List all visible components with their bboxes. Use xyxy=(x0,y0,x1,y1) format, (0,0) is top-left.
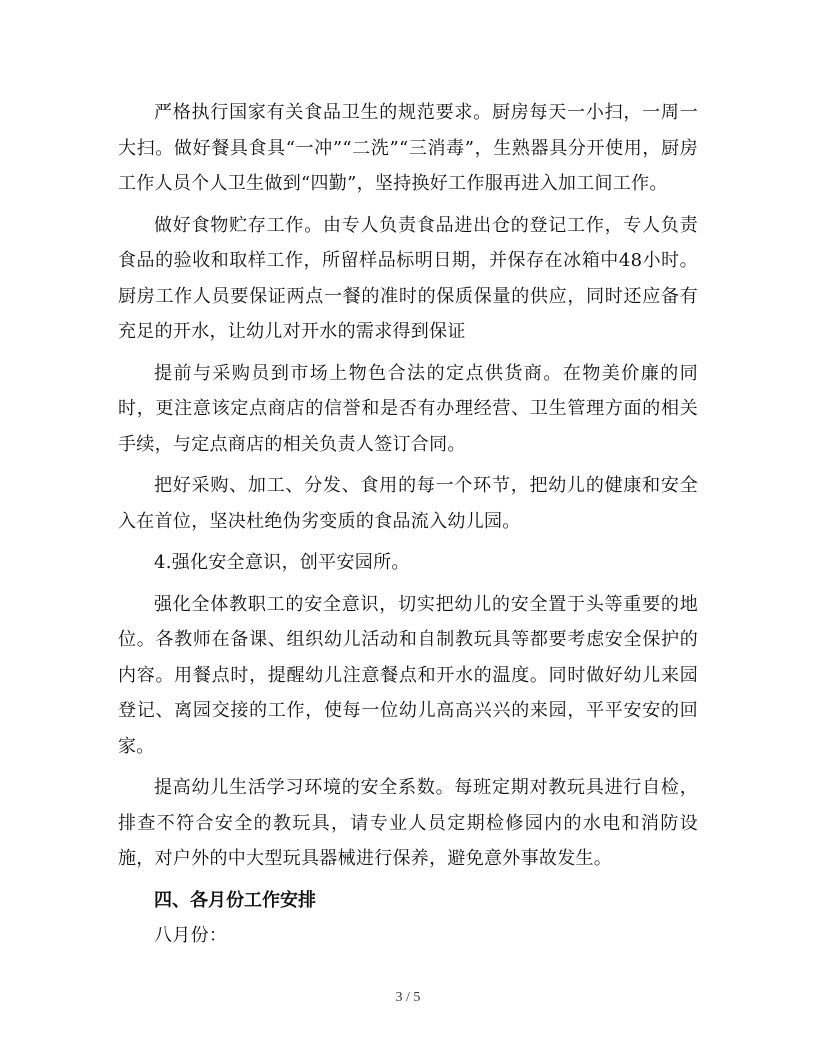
paragraph-food-storage: 做好食物贮存工作。由专人负责食品进出仓的登记工作，专人负责食品的验收和取样工作，所留样品标明日期，并保存在冰箱中48小时。厨房工作人员要保证两点一餐的准时的保质保量的供应，同时还应备有充足的开水，让幼儿对开水的需求得到保证 xyxy=(118,214,698,342)
paragraph-hygiene: 严格执行国家有关食品卫生的规范要求。厨房每天一小扫，一周一大扫。做好餐具食具“一冲”“二洗”“三消毒”，生熟器具分开使用，厨房工作人员个人卫生做到“四勤”，坚持换好工作服再进入加工间工作。 xyxy=(118,102,698,194)
paragraph-safety-awareness: 强化全体教职工的安全意识，切实把幼儿的安全置于头等重要的地位。各教师在备课、组织幼儿活动和自制教玩具等都要考虑安全保护的内容。用餐点时，提醒幼儿注意餐点和开水的温度。同时做好幼儿来园登记、离园交接的工作，使每一位幼儿高高兴兴的来园，平平安安的回家。 xyxy=(118,593,698,757)
paragraph-safety-item: 4.强化安全意识，创平安园所。 xyxy=(154,552,410,573)
section-heading: 四、各月份工作安排 xyxy=(154,889,316,911)
document-body xyxy=(118,95,698,954)
paragraph-environment-safety: 提高幼儿生活学习环境的安全系数。每班定期对教玩具进行自检，排查不符合安全的教玩具，请专业人员定期检修园内的水电和消防设施，对户外的中大型玩具器械进行保养，避免意外事故发生。 xyxy=(118,777,698,869)
page-number: 3 / 5 xyxy=(395,990,421,1005)
paragraph-suppliers: 提前与采购员到市场上物色合法的定点供货商。在物美价廉的同时，更注意该定点商店的信誉和是否有办理经营、卫生管理方面的相关手续，与定点商店的相关负责人签订合同。 xyxy=(118,362,698,455)
month-label: 八月份： xyxy=(154,925,228,946)
paragraph-procurement: 把好采购、加工、分发、食用的每一个环节，把幼儿的健康和安全入在首位，坚决杜绝伪劣变质的食品流入幼儿园。 xyxy=(118,475,698,532)
